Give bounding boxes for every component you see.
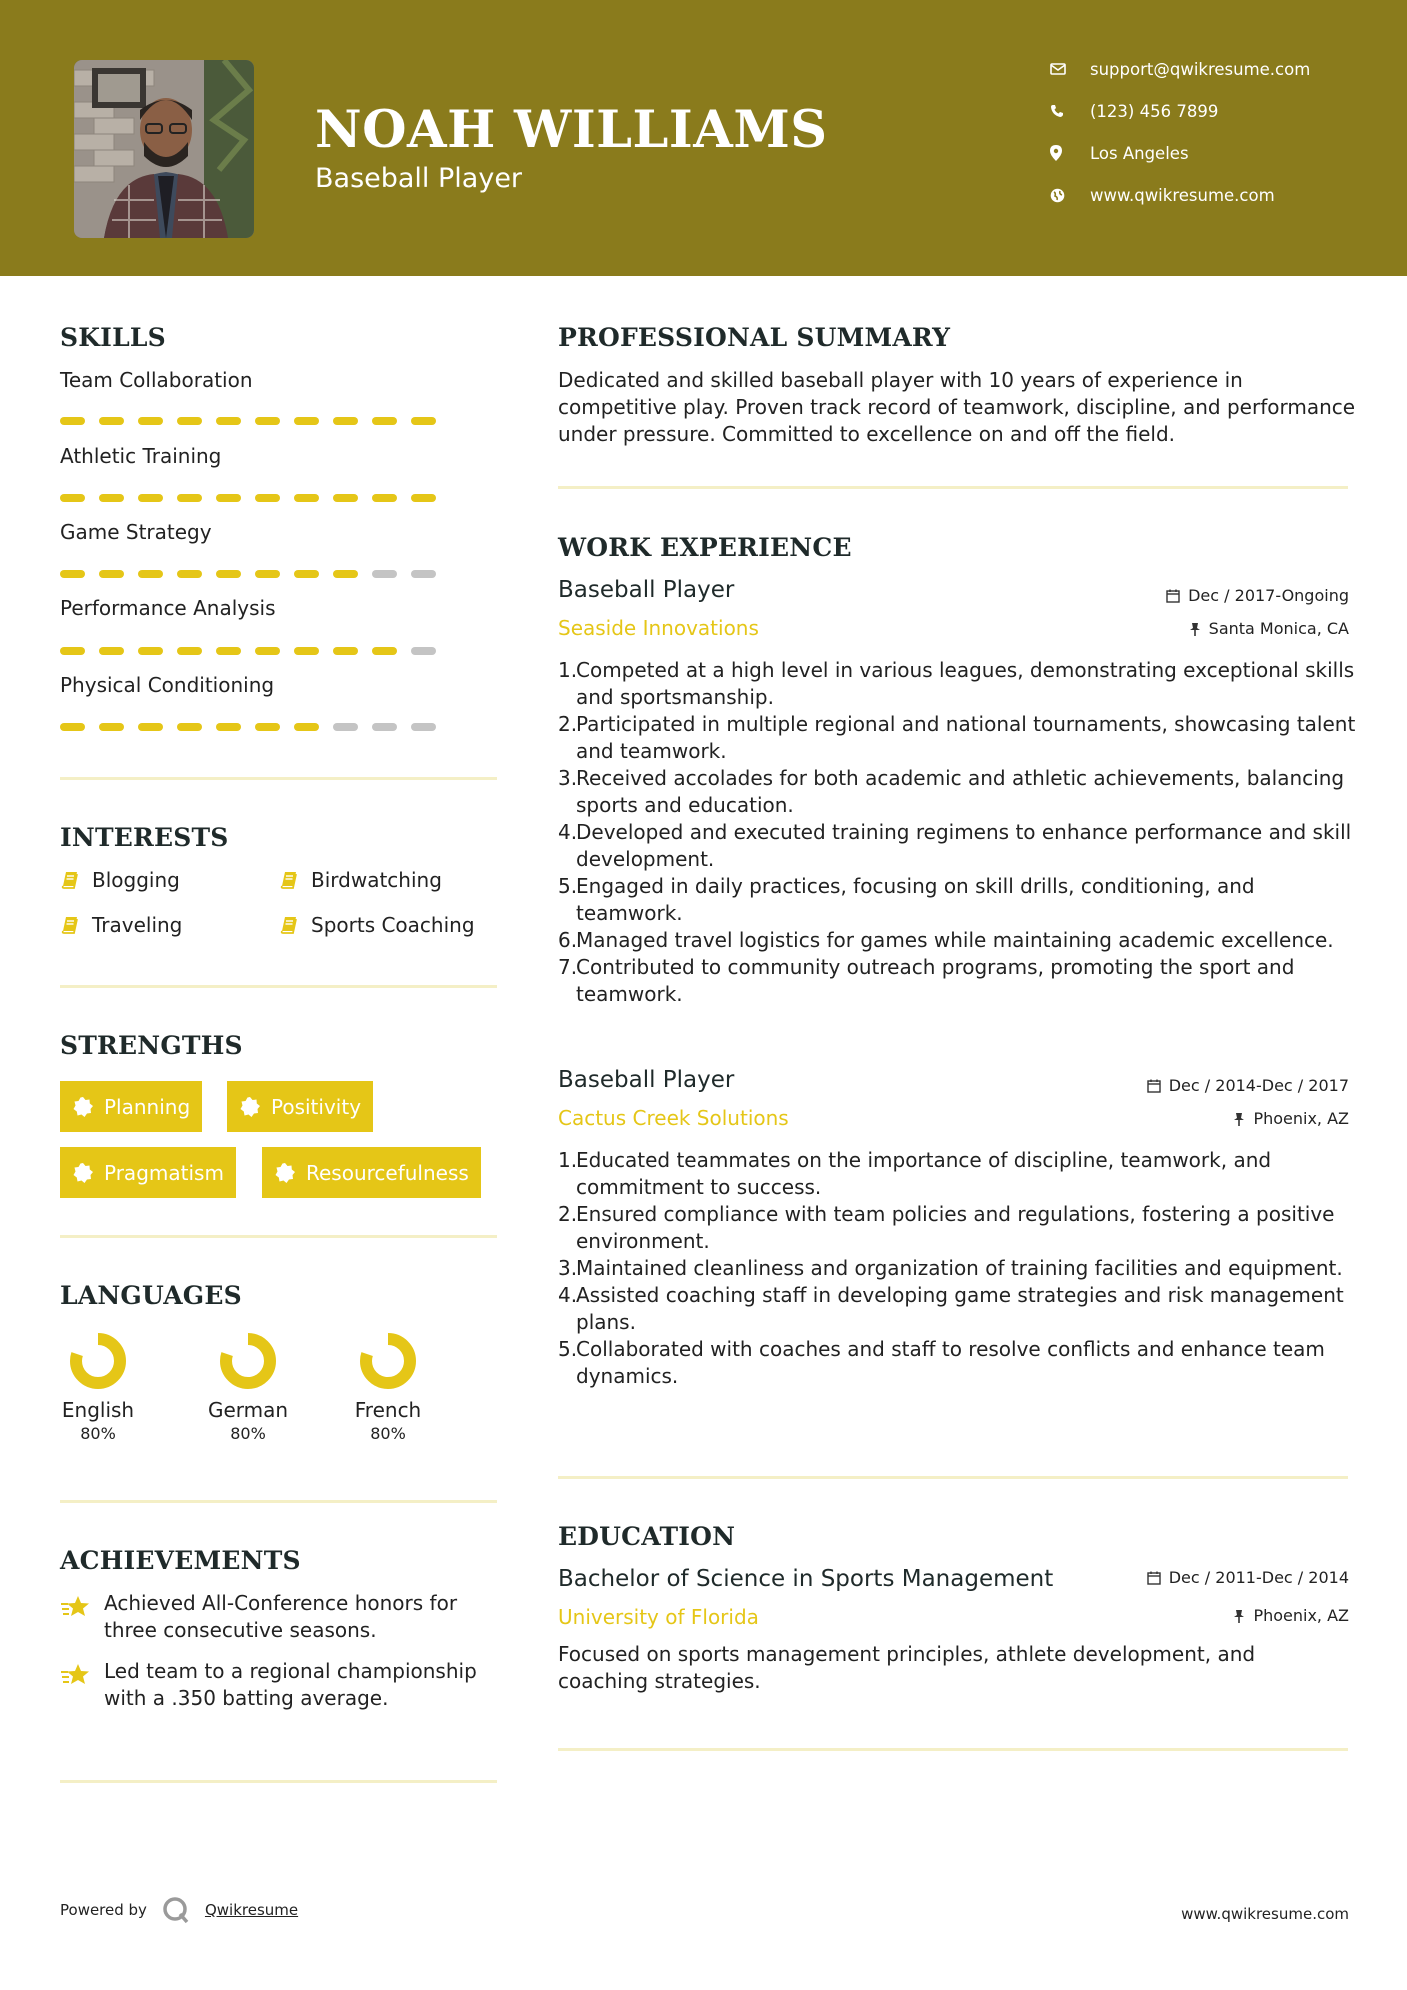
skill-dot-filled: [255, 494, 280, 502]
skill-dot-filled: [294, 570, 319, 578]
strength-label: Pragmatism: [104, 1160, 224, 1185]
star-trophy-icon: [60, 1594, 92, 1620]
achievement-text: Led team to a regional championship with a .350 batting average.: [104, 1659, 477, 1710]
skill-dot-filled: [60, 494, 85, 502]
skill-dot-filled: [255, 417, 280, 425]
section-divider: [60, 777, 497, 780]
job-date-text: Dec / 2017-Ongoing: [1188, 586, 1349, 605]
summary-title: PROFESSIONAL SUMMARY: [558, 323, 951, 352]
skill-label: Athletic Training: [60, 444, 222, 468]
contact-phone[interactable]: [1050, 96, 1218, 126]
skill-dot-filled: [177, 494, 202, 502]
achievement-item: [60, 1590, 500, 1644]
interest-item: [279, 913, 475, 937]
skill-dot-filled: [294, 647, 319, 655]
map-pin-icon: [1050, 145, 1090, 161]
skill-dot-filled: [216, 723, 241, 731]
strength-label: Planning: [104, 1094, 191, 1119]
contact-location-text: Los Angeles: [1090, 143, 1189, 163]
achievement-item: [60, 1658, 500, 1712]
strength-tag: [227, 1081, 373, 1132]
envelope-icon: [1050, 63, 1090, 75]
language-percent: 80%: [230, 1424, 266, 1443]
interest-label: Sports Coaching: [311, 913, 475, 937]
degree-title: Bachelor of Science in Sports Management: [558, 1566, 1054, 1592]
job-location: [1233, 1109, 1349, 1128]
education-location-text: Phoenix, AZ: [1253, 1606, 1349, 1625]
globe-icon: [1050, 188, 1090, 203]
section-divider: [558, 486, 1348, 489]
job-location-text: Phoenix, AZ: [1253, 1109, 1349, 1128]
strength-tag: [60, 1147, 236, 1198]
skill-dot-filled: [372, 494, 397, 502]
skill-dot-filled: [138, 570, 163, 578]
skill-dot-empty: [372, 723, 397, 731]
skill-dot-filled: [177, 570, 202, 578]
section-divider: [60, 1235, 497, 1238]
language-name: German: [207, 1398, 289, 1422]
skill-dot-filled: [333, 570, 358, 578]
job-bullets: [558, 657, 1358, 1008]
job-bullet: 7. Contributed to community outreach programs, promoting the sport and teamwork.: [558, 955, 1295, 1006]
languages-title: LANGUAGES: [60, 1281, 242, 1310]
strengths-title: STRENGTHS: [60, 1031, 243, 1060]
skill-dot-filled: [294, 417, 319, 425]
skill-dot-filled: [216, 647, 241, 655]
education-text: Focused on sports management principles, athlete development, and coaching strategies.: [558, 1642, 1256, 1693]
skill-dot-filled: [372, 647, 397, 655]
person-photo-illustration: [74, 60, 254, 238]
skill-label: Physical Conditioning: [60, 673, 275, 697]
contact-location: [1050, 138, 1189, 168]
phone-icon: [1050, 104, 1090, 118]
skill-dot-filled: [255, 647, 280, 655]
book-icon: [60, 870, 80, 890]
job-bullet: 5. Collaborated with coaches and staff to resolve conflicts and enhance team dynamics.: [558, 1337, 1325, 1388]
strength-label: Resourcefulness: [306, 1160, 469, 1185]
candidate-role: Baseball Player: [315, 163, 523, 194]
education-title: EDUCATION: [558, 1522, 736, 1551]
contact-website-text: www.qwikresume.com: [1090, 185, 1275, 205]
job-title: Baseball Player: [558, 577, 735, 603]
skill-dot-filled: [177, 723, 202, 731]
skill-dot-filled: [216, 570, 241, 578]
skill-level-dots: [60, 417, 436, 425]
skill-dot-filled: [294, 723, 319, 731]
skill-label: Team Collaboration: [60, 368, 253, 392]
job-bullet: 2. Ensured compliance with team policies and regulations, fostering a positive environment.: [558, 1202, 1335, 1253]
book-icon: [60, 915, 80, 935]
contact-phone-text: (123) 456 7899: [1090, 101, 1219, 121]
pushpin-icon: [1189, 622, 1201, 636]
skill-dot-filled: [255, 723, 280, 731]
skill-dot-filled: [99, 494, 124, 502]
skill-dot-filled: [99, 570, 124, 578]
job-bullet: 3. Maintained cleanliness and organization of training facilities and equipment.: [558, 1256, 1343, 1280]
skill-dot-empty: [411, 570, 436, 578]
skill-dot-empty: [411, 723, 436, 731]
skill-dot-filled: [99, 417, 124, 425]
job-bullet: 6. Managed travel logistics for games while maintaining academic excellence.: [558, 928, 1334, 952]
achievement-text: Achieved All-Conference honors for three consecutive seasons.: [104, 1591, 458, 1642]
skill-dot-filled: [411, 494, 436, 502]
qwikresume-logo-icon: [161, 1895, 191, 1925]
skill-dot-filled: [99, 723, 124, 731]
experience-title: WORK EXPERIENCE: [558, 533, 852, 562]
job-title: Baseball Player: [558, 1067, 735, 1093]
star-trophy-icon: [60, 1662, 92, 1688]
language-percent: 80%: [80, 1424, 116, 1443]
book-icon: [279, 915, 299, 935]
skill-dot-filled: [216, 494, 241, 502]
skill-dot-filled: [177, 647, 202, 655]
skill-dot-filled: [177, 417, 202, 425]
skill-dot-filled: [138, 494, 163, 502]
strength-label: Positivity: [271, 1094, 362, 1119]
section-divider: [558, 1476, 1348, 1479]
pushpin-icon: [1233, 1112, 1245, 1126]
skill-dot-filled: [60, 570, 85, 578]
skill-dot-empty: [372, 570, 397, 578]
skill-dot-filled: [372, 417, 397, 425]
badge-icon: [239, 1096, 261, 1118]
interest-item: [60, 868, 180, 892]
interest-label: Traveling: [92, 913, 183, 937]
qwikresume-link[interactable]: Qwikresume: [204, 1901, 299, 1919]
job-date: [1147, 1076, 1349, 1095]
calendar-icon: [1166, 589, 1180, 603]
skill-level-dots: [60, 647, 436, 655]
job-bullet: 4. Assisted coaching staff in developing game strategies and risk management plans.: [558, 1283, 1344, 1334]
skill-dot-filled: [60, 723, 85, 731]
skill-dot-filled: [138, 417, 163, 425]
interest-item: [279, 868, 442, 892]
job-bullet: 2. Participated in multiple regional and national tournaments, showcasing talent and teamwork.: [558, 712, 1356, 763]
job-bullet: 4. Developed and executed training regimens to enhance performance and skill development.: [558, 820, 1352, 871]
skill-label: Performance Analysis: [60, 596, 276, 620]
education-date: [1147, 1568, 1349, 1587]
skill-dot-filled: [216, 417, 241, 425]
calendar-icon: [1147, 1571, 1161, 1585]
interests-title: INTERESTS: [60, 823, 229, 852]
job-bullet: 1. Educated teammates on the importance of discipline, teamwork, and commitment to success.: [558, 1148, 1272, 1199]
powered-by-label: Powered by: [60, 1901, 147, 1919]
resume-header: [0, 0, 1407, 276]
calendar-icon: [1147, 1079, 1161, 1093]
language-item: [198, 1330, 298, 1443]
skill-dot-filled: [411, 417, 436, 425]
footer-powered-by: [60, 1895, 298, 1925]
language-progress-ring: [357, 1330, 419, 1392]
candidate-name: NOAH WILLIAMS: [315, 100, 828, 160]
section-divider: [60, 985, 497, 988]
skill-dot-empty: [333, 723, 358, 731]
education-location: [1233, 1606, 1349, 1625]
section-divider: [558, 1748, 1348, 1751]
contact-website[interactable]: [1050, 180, 1275, 210]
footer-website[interactable]: www.qwikresume.com: [1181, 1905, 1349, 1923]
skill-dot-filled: [333, 647, 358, 655]
job-company: Seaside Innovations: [558, 616, 759, 640]
contact-email[interactable]: [1050, 54, 1310, 84]
skill-dot-filled: [333, 417, 358, 425]
skill-dot-filled: [255, 570, 280, 578]
language-percent: 80%: [370, 1424, 406, 1443]
language-item: [48, 1330, 148, 1443]
interest-item: [60, 913, 182, 937]
badge-icon: [72, 1162, 94, 1184]
section-divider: [60, 1780, 497, 1783]
job-bullet: 3. Received accolades for both academic and athletic achievements, balancing sports and education.: [558, 766, 1345, 817]
skills-title: SKILLS: [60, 323, 166, 352]
interest-label: Birdwatching: [311, 868, 442, 892]
job-bullets: [558, 1147, 1358, 1390]
pushpin-icon: [1233, 1609, 1245, 1623]
language-progress-ring: [217, 1330, 279, 1392]
interest-label: Blogging: [92, 868, 180, 892]
job-company: Cactus Creek Solutions: [558, 1106, 789, 1130]
job-bullet: 5. Engaged in daily practices, focusing on skill drills, conditioning, and teamwork.: [558, 874, 1255, 925]
section-divider: [60, 1500, 497, 1503]
language-item: [338, 1330, 438, 1443]
skill-dot-filled: [60, 647, 85, 655]
skill-dot-filled: [60, 417, 85, 425]
education-date-text: Dec / 2011-Dec / 2014: [1168, 1568, 1349, 1587]
profile-photo: [74, 60, 254, 238]
language-progress-ring: [67, 1330, 129, 1392]
skill-dot-filled: [138, 723, 163, 731]
job-location: [1189, 619, 1349, 638]
skill-dot-filled: [99, 647, 124, 655]
skill-level-dots: [60, 494, 436, 502]
job-date-text: Dec / 2014-Dec / 2017: [1168, 1076, 1349, 1095]
skill-dot-filled: [294, 494, 319, 502]
job-location-text: Santa Monica, CA: [1208, 619, 1349, 638]
achievements-title: ACHIEVEMENTS: [60, 1546, 301, 1575]
book-icon: [279, 870, 299, 890]
badge-icon: [274, 1162, 296, 1184]
job-date: [1166, 586, 1349, 605]
skill-level-dots: [60, 723, 436, 731]
skill-dot-filled: [138, 647, 163, 655]
job-bullet: 1. Competed at a high level in various leagues, demonstrating exceptional skills and sportsmanship.: [558, 658, 1355, 709]
skill-dot-filled: [333, 494, 358, 502]
skill-dot-empty: [411, 647, 436, 655]
language-name: English: [61, 1398, 135, 1422]
contact-email-text: support@qwikresume.com: [1090, 59, 1311, 79]
school-name: University of Florida: [558, 1605, 759, 1629]
strength-tag: [262, 1147, 481, 1198]
badge-icon: [72, 1096, 94, 1118]
summary-text: Dedicated and skilled baseball player with 10 years of experience in competitive play. Proven track record of teamwork, discipline, and performance under pressure. Committed to excellence on and off the field.: [558, 368, 1356, 446]
strength-tag: [60, 1081, 202, 1132]
language-name: French: [354, 1398, 422, 1422]
skill-level-dots: [60, 570, 436, 578]
skill-label: Game Strategy: [60, 520, 212, 544]
